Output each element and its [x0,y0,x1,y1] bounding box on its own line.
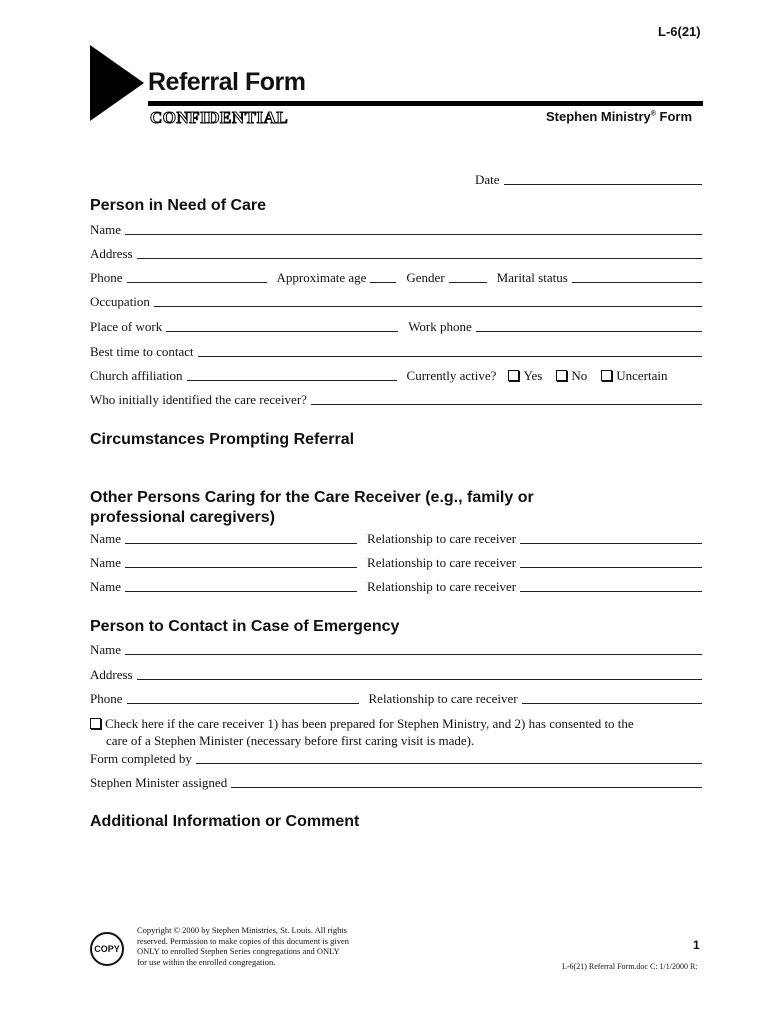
person-best-time-field[interactable]: Best time to contact [90,342,702,360]
additional-heading: Additional Information or Comment [90,813,360,830]
person-heading: Person in Need of Care [90,197,267,214]
page-number: 1 [693,938,700,952]
confidential-label: CONFIDENTIAL [150,108,289,127]
emergency-name-field[interactable]: Name [90,640,702,658]
yes-checkbox[interactable]: Yes [500,368,542,384]
other-person-row[interactable]: Name Relationship to care receiver [90,529,702,547]
form-code: L-6(21) [658,24,701,39]
person-name-field[interactable]: Name [90,220,702,238]
no-checkbox[interactable]: No [542,368,587,384]
who-identified-field[interactable]: Who initially identified the care receiver? [90,390,702,408]
others-heading: Other Persons Caring for the Care Receiver (e.g., family or professional caregivers) [90,489,534,526]
form-completed-by-field[interactable]: Form completed by [90,749,702,767]
file-reference: L-6(21) Referral Form.doc C: 1/1/2000 R: [562,962,698,971]
other-person-row[interactable]: Name Relationship to care receiver [90,577,702,595]
person-occupation-field[interactable]: Occupation [90,292,702,310]
emergency-heading: Person to Contact in Case of Emergency [90,618,400,635]
person-church-row[interactable]: Church affiliation Currently active? Yes No Uncertain [90,368,668,383]
date-field[interactable]: Date [475,170,702,188]
title-rule [148,101,703,106]
person-address-field[interactable]: Address [90,244,702,262]
copy-badge-icon: COPY [90,932,124,966]
circumstances-heading: Circumstances Prompting Referral [90,431,355,448]
uncertain-checkbox[interactable]: Uncertain [587,368,667,384]
copyright-notice: Copyright © 2000 by Stephen Ministries, St. Louis. All rights reserved. Permission to make copies of this document is given ONLY to enrolled Stephen Series congregations and ONLY for use within the enrolled congregation. [137,925,349,967]
form-title: Referral Form [148,68,306,96]
consent-checkbox[interactable]: Check here if the care receiver 1) has been prepared for Stephen Ministry, and 2) has consented to the care of a Stephen Minister (necessary before first caring visit is made). [90,715,705,749]
emergency-address-field[interactable]: Address [90,665,702,683]
minister-assigned-field[interactable]: Stephen Minister assigned [90,773,702,791]
ministry-form-label: Stephen Ministry® Form [546,109,693,124]
header-arrow-icon [90,45,144,121]
person-phone-row[interactable]: Phone Approximate age Gender Marital status [90,268,702,286]
other-person-row[interactable]: Name Relationship to care receiver [90,553,702,571]
emergency-phone-row[interactable]: Phone Relationship to care receiver [90,689,702,707]
person-work-row[interactable]: Place of work Work phone [90,317,702,335]
